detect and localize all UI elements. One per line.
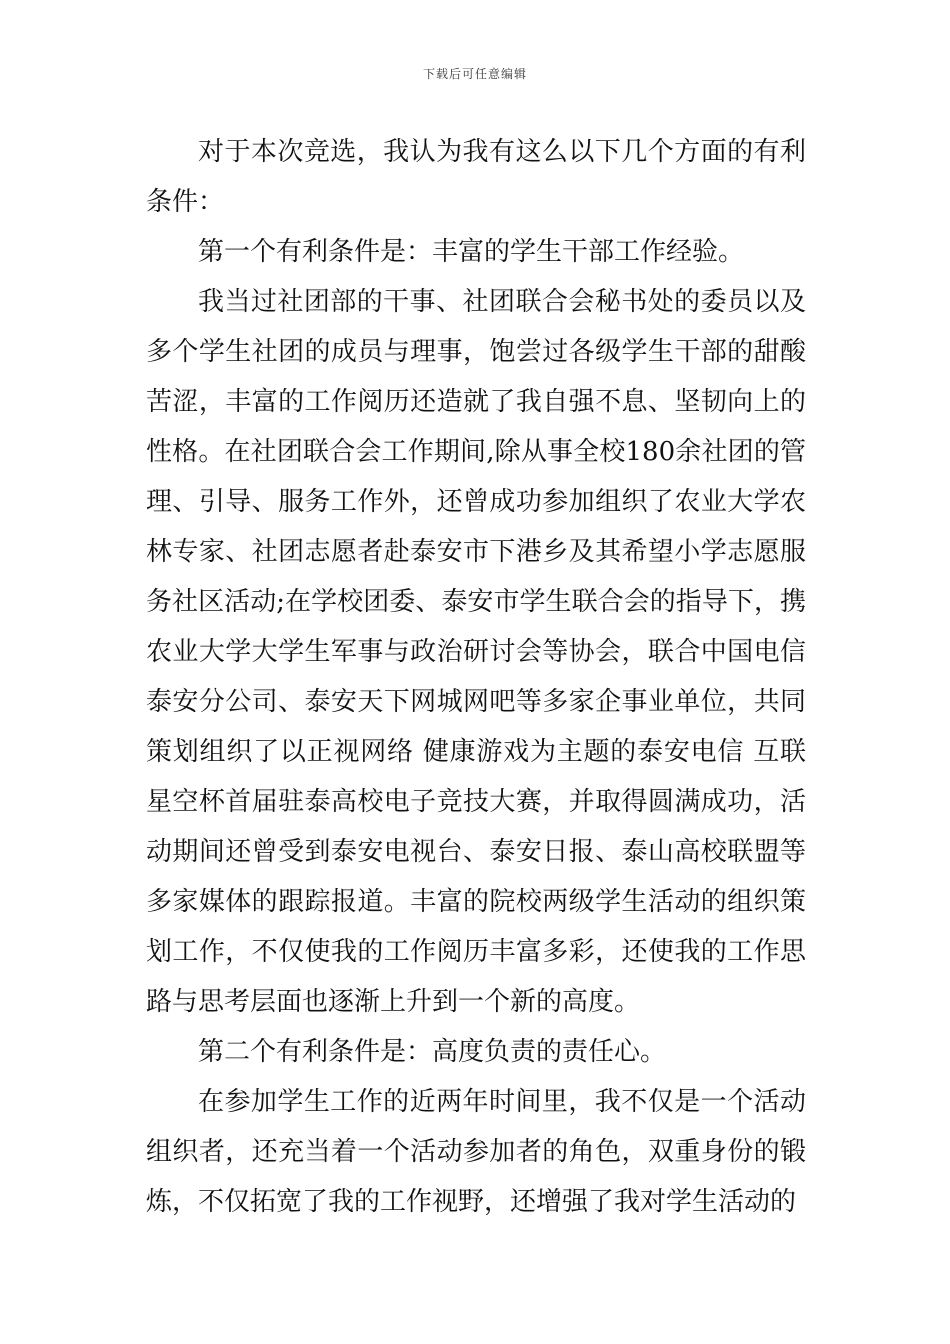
paragraph-condition-one-detail: 我当过社团部的干事、社团联合会秘书处的委员以及多个学生社团的成员与理事，饱尝过各级学生干部的甜酸苦涩，丰富的工作阅历还造就了我自强不息、坚韧向上的性格。在社团联合会工作期间,除从事全校180余社团的管理、引导、服务工作外，还曾成功参加组织了农业大学农林专家、社团志愿者赴泰安市下港乡及其希望小学志愿服务社区活动;在学校团委、泰安市学生联合会的指导下，携农业大学大学生军事与政治研讨会等协会，联合中国电信泰安分公司、泰安天下网城网吧等多家企事业单位，共同策划组织了以正视网络 健康游戏为主题的泰安电信 互联星空杯首届驻泰高校电子竞技大赛，并取得圆满成功，活动期间还曾受到泰安电视台、泰安日报、泰山高校联盟等多家媒体的跟踪报道。丰富的院校两级学生活动的组织策划工作，不仅使我的工作阅历丰富多彩，还使我的工作思路与思考层面也逐渐上升到一个新的高度。 (146, 287, 806, 1017)
paragraph-condition-two-detail: 在参加学生工作的近两年时间里，我不仅是一个活动组织者，还充当着一个活动参加者的角色，双重身份的锻炼，不仅拓宽了我的工作视野，还增强了我对学生活动的 (146, 1087, 806, 1217)
paragraph-intro: 对于本次竞选，我认为我有这么以下几个方面的有利条件： (146, 137, 806, 217)
document-body (146, 127, 806, 1227)
paragraph-condition-two-heading: 第二个有利条件是：高度负责的责任心。 (198, 1037, 667, 1067)
page-header-note: 下载后可任意编辑 (422, 67, 527, 81)
paragraph-condition-one-heading: 第一个有利条件是：丰富的学生干部工作经验。 (198, 237, 745, 267)
